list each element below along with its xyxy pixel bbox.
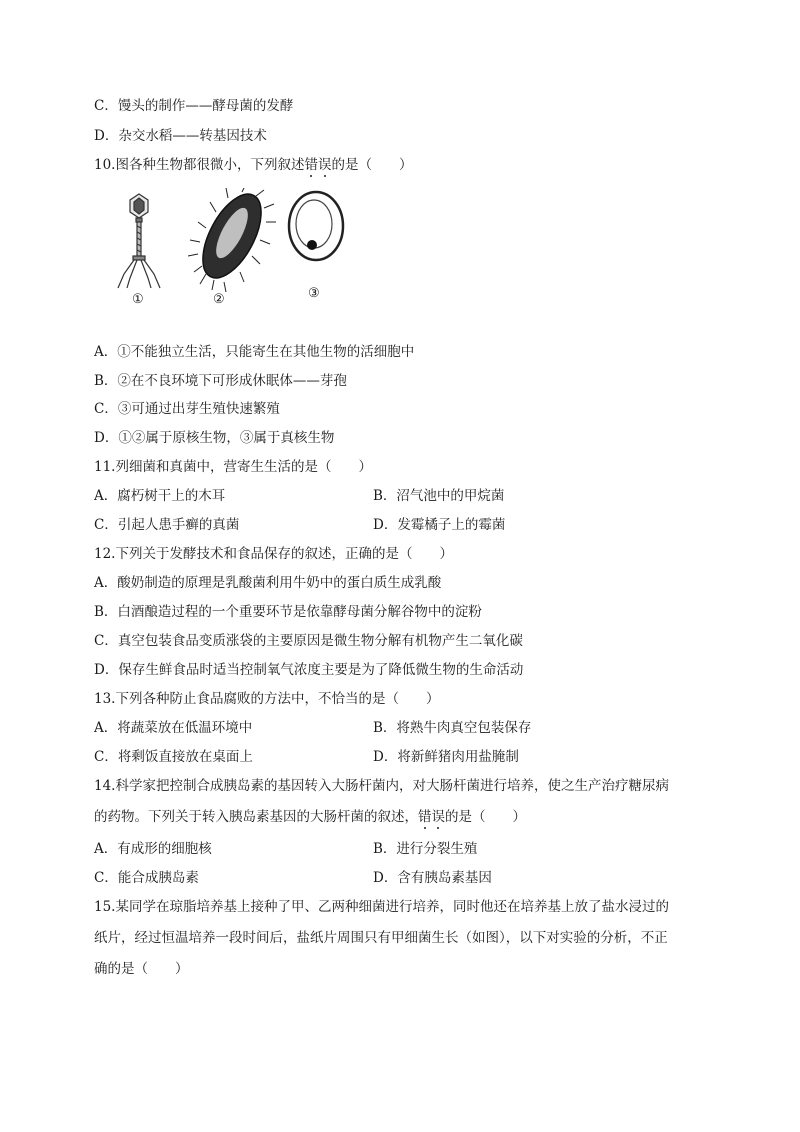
q15-stem-line-3: 确的是（ ） — [94, 961, 189, 977]
q10-option-d: D．①②属于原核生物，③属于真核生物 — [94, 430, 335, 446]
q13-option-c: C．将剩饭直接放在桌面上 — [94, 749, 253, 765]
figure-label-1: ① — [132, 292, 144, 307]
q11-option-c: C．引起人患手癣的真菌 — [94, 517, 240, 533]
virus-drawing — [118, 194, 160, 288]
q14-option-b: B．进行分裂生殖 — [373, 841, 478, 857]
q9-option-d: D．杂交水稻——转基因技术 — [94, 128, 267, 144]
q12-stem: 12.下列关于发酵技术和食品保存的叙述，正确的是（ ） — [94, 546, 453, 562]
q15-stem-line-1: 15.某同学在琼脂培养基上接种了甲、乙两种细菌进行培养，同时他还在培养基上放了盐水浸过的 — [94, 899, 669, 915]
q12-option-d: D．保存生鲜食品时适当控制氧气浓度主要是为了降低微生物的生命活动 — [94, 662, 524, 678]
q14-stem-line-2 — [94, 808, 526, 826]
q10-option-b: B．②在不良环境下可形成休眠体——芽孢 — [94, 373, 347, 389]
q13-option-d: D．将新鲜猪肉用盐腌制 — [373, 749, 519, 765]
q14-stem-post: 的是（ ） — [445, 809, 526, 825]
q11-option-a: A．腐朽树干上的木耳 — [94, 488, 226, 504]
q12-option-a: A．酸奶制造的原理是乳酸菌利用牛奶中的蛋白质生成乳酸 — [94, 575, 442, 591]
q10-stem — [94, 156, 412, 174]
yeast-drawing — [289, 192, 343, 260]
q10-option-a: A．①不能独立生活，只能寄生在其他生物的活细胞中 — [94, 344, 415, 360]
q14-option-c: C．能合成胰岛素 — [94, 870, 199, 886]
q10-stem-emphasis-1: 错 — [304, 157, 318, 173]
q11-option-d: D．发霉橘子上的霉菌 — [373, 517, 506, 533]
q13-stem: 13.下列各种防止食品腐败的方法中，不恰当的是（ ） — [94, 691, 440, 707]
q11-option-b: B．沼气池中的甲烷菌 — [373, 488, 505, 504]
figure-label-2: ② — [213, 292, 225, 307]
q15-stem-line-2: 纸片，经过恒温培养一段时间后，盐纸片周围只有甲细菌生长（如图），以下对实验的分析，不正 — [94, 930, 668, 946]
q10-figure — [110, 188, 350, 308]
q12-option-b: B．白酒酿造过程的一个重要环节是依靠酵母菌分解谷物中的淀粉 — [94, 604, 482, 620]
q9-option-c: C．馒头的制作——酵母菌的发酵 — [94, 98, 294, 114]
q14-stem-pre: 的药物。下列关于转入胰岛素基因的大肠杆菌的叙述， — [94, 809, 418, 825]
q13-option-b: B．将熟牛肉真空包装保存 — [373, 720, 532, 736]
q14-stem-emphasis-1: 错 — [418, 809, 432, 825]
figure-label-3: ③ — [308, 286, 320, 301]
q14-stem-line-1: 14.科学家把控制合成胰岛素的基因转入大肠杆菌内，对大肠杆菌进行培养，使之生产治疗糖尿病 — [94, 778, 669, 794]
q10-stem-emphasis-2: 误 — [317, 157, 332, 173]
q14-option-a: A．有成形的细胞核 — [94, 841, 212, 857]
bacterium-drawing — [188, 188, 276, 292]
q10-option-c: C．③可通过出芽生殖快速繁殖 — [94, 401, 280, 417]
q11-stem: 11.列细菌和真菌中，营寄生生活的是（ ） — [94, 459, 372, 475]
q12-option-c: C．真空包装食品变质涨袋的主要原因是微生物分解有机物产生二氧化碳 — [94, 633, 523, 649]
q14-stem-emphasis-2: 误 — [431, 809, 445, 825]
q14-option-d: D．含有胰岛素基因 — [373, 870, 492, 886]
q10-stem-post: 的是（ ） — [331, 157, 413, 173]
q10-stem-pre: 10.图各种生物都很微小，下列叙述 — [94, 157, 305, 173]
q13-option-a: A．将蔬菜放在低温环境中 — [94, 720, 253, 736]
